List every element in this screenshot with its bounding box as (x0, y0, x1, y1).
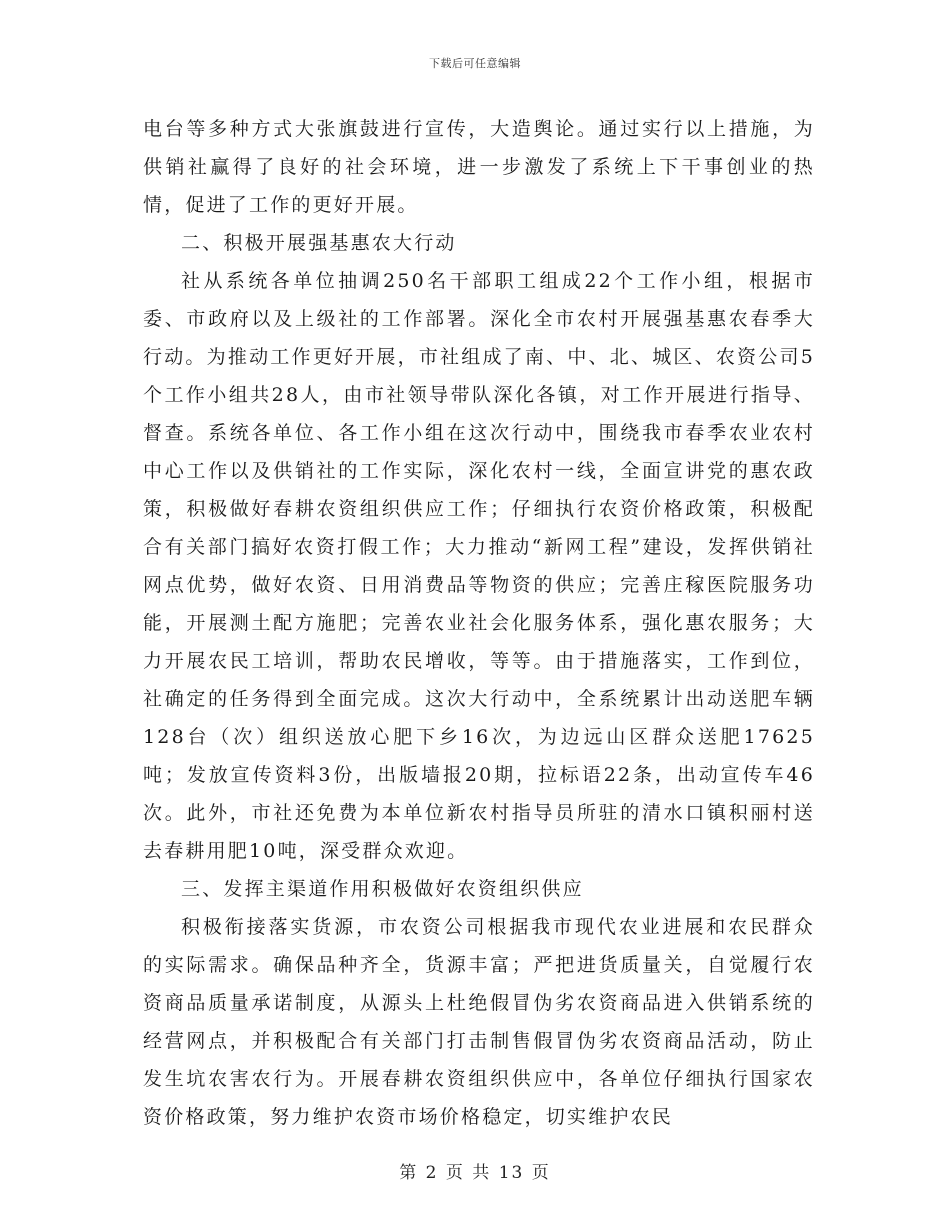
paragraph-supply: 积极衔接落实货源，市农资公司根据我市现代农业进展和农民群众的实际需求。确保品种齐全，货源丰富；严把进货质量关，自觉履行农资商品质量承诺制度，从源头上杜绝假冒伪劣农资商品进入供销系统的经营网点，并积极配合有关部门打击制售假冒伪劣农资商品活动，防止发生坑农害农行为。开展春耕农资组织供应中，各单位仔细执行国家农资价格政策，努力维护农资市场价格稳定，切实维护农民 (143, 916, 815, 1128)
page-footer: 第 2 页 共 13 页 (399, 1163, 551, 1183)
document-body (143, 110, 815, 1136)
paragraph-action: 社从系统各单位抽调250名干部职工组成22个工作小组，根据市委、市政府以及上级社的工作部署。深化全市农村开展强基惠农春季大行动。为推动工作更好开展，市社组成了南、中、北、城区、农资公司5个工作小组共28人，由市社领导带队深化各镇，对工作开展进行指导、督查。系统各单位、各工作小组在这次行动中，围绕我市春季农业农村中心工作以及供销社的工作实际，深化农村一线，全面宣讲党的惠农政策，积极做好春耕农资组织供应工作；仔细执行农资价格政策，积极配合有关部门搞好农资打假工作；大力推动“新网工程”建设，发挥供销社网点优势，做好农资、日用消费品等物资的供应；完善庄稼医院服务功能，开展测土配方施肥；完善农业社会化服务体系，强化惠农服务；大力开展农民工培训，帮助农民增收，等等。由于措施落实，工作到位，社确定的任务得到全面完成。这次大行动中，全系统累计出动送肥车辆128台（次）组织送放心肥下乡16次，为边远山区群众送肥17625吨；发放宣传资料3份，出版墙报20期，拉标语22条，出动宣传车46次。此外，市社还免费为本单位新农村指导员所驻的清水口镇积丽村送去春耕用肥10吨，深受群众欢迎。 (143, 270, 815, 862)
section-heading-2: 二、积极开展强基惠农大行动 (181, 232, 457, 254)
section-heading-3: 三、发挥主渠道作用积极做好农资组织供应 (181, 878, 584, 900)
paragraph-publicity: 电台等多种方式大张旗鼓进行宣传，大造舆论。通过实行以上措施，为供销社赢得了良好的社会环境，进一步激发了系统上下干事创业的热情，促进了工作的更好开展。 (143, 118, 815, 216)
page-header: 下载后可任意编辑 (429, 57, 521, 70)
